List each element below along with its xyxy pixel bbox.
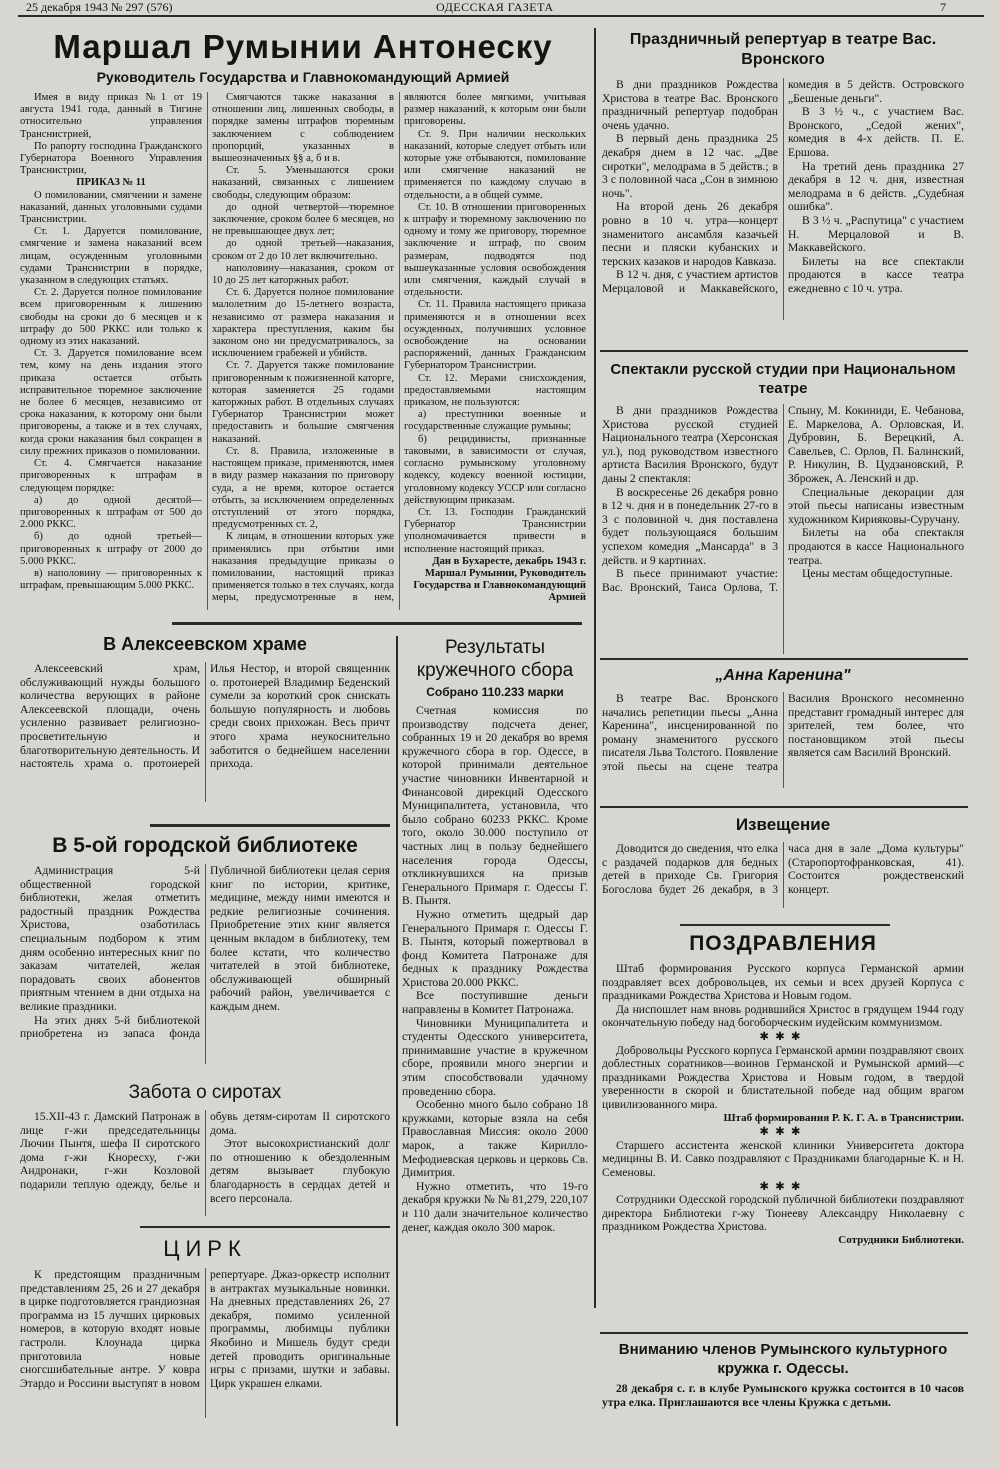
library-title: В 5-ой городской библиотеке bbox=[52, 834, 358, 857]
repertoire-paragraph: В 3 ½ ч. „Распутица" с участием Н. Мерцаловой и В. Маккавейского. bbox=[788, 213, 964, 255]
karenina-article bbox=[602, 666, 964, 798]
greeting-paragraph: Добровольцы Русского корпуса Германской армии поздравляют своих доблестных соратников—воинов Германской и Румынской армий—с праздниками Рождества Христова и Новым годом, в твердой уверенности в скорой и блистательной победе над общим врагом цивилизованного мира. bbox=[602, 1043, 964, 1111]
decree-paragraph: б) до одной третьей—приговоренных к штрафу от 2000 до 5.000 РККС. bbox=[20, 531, 202, 567]
repertoire-body bbox=[602, 78, 964, 320]
decree-paragraph: Ст. 5. Уменьшаются сроки наказаний, связанных с лишением свободы, следующим образом: bbox=[212, 165, 394, 201]
results-subtitle: Собрано 110.233 марки bbox=[426, 685, 564, 699]
ornament: ✱✱✱ bbox=[759, 1125, 807, 1139]
circus-body bbox=[20, 1268, 390, 1418]
decree-paragraph: до одной третьей—наказания, сроком от 2 до 10 лет включительно. bbox=[212, 238, 394, 262]
decree-paragraph: Ст. 7. Даруется также помилование приговоренным к пожизненной каторге, которая заменяется 25 годами каторжных работ. В отдельных случаях Губернатор Транснистрии может предоставить и большие смягчения наказаний. bbox=[212, 360, 394, 445]
alekseev-paragraph: Алексеевский храм, обслуживающий нужды большого количества верующих в районе Алексеевской площади, очень усиленно развивает религиозно-просветительную и благотворительную деятельность. И настоятель храма о. протоиерей Илья Нестор, и второй священник о. протоиерей Владимир Беденский сумели за короткий срок снискать большую популярность и любовь среди своих прихожан. Весь причт этого храма неукоснительно заботится о беднейшем населении прихода. bbox=[20, 662, 390, 771]
repertoire-paragraph: В дни праздников Рождества Христова в театре Вас. Вронского праздничный репертуар подобран очень удачно. bbox=[602, 78, 778, 132]
decree-paragraph: Имея в виду приказ №1 от 19 августа 1941 года, данный в Тигине относительно управления Транснистрией, bbox=[20, 92, 202, 140]
repertoire-paragraph: На второй день 26 декабря ровно в 10 ч. утра—концерт знаменитого ансамбля казачьей песни и пляски кубанских и терских казаков и народов Кавказа. bbox=[602, 200, 778, 268]
decree-paragraph: Ст. 13. Господин Гражданский Губернатор Транснистрии уполномачивается привести в исполнение настоящий приказ. bbox=[404, 506, 586, 555]
ornament: ✱✱✱ bbox=[759, 1179, 807, 1193]
circus-paragraph: К предстоящим праздничным представлениям 25, 26 и 27 декабря в цирке подготовляется грандиозная программа из 15 лучших цирковых номеров, в которую входят новые гастроли. Клоунада цирка приготовила новые сногсшибательные антре. У ковра Этардо и Россини выступят в новом репертуаре. Джаз-оркестр исполнит в антрактах музыкальные новинки. На дневных представлениях 26, 27 декабря, помимо усиленной программы, любимцы публики Якобино и Мишель будут среди детей проводить оригинальные игры с призами, шутки и забавы. Цирк украшен елками. bbox=[20, 1268, 390, 1390]
decree-subtitle: Руководитель Государства и Главнокомандующий Армией bbox=[96, 69, 510, 85]
alekseev-article bbox=[20, 632, 390, 818]
studio-paragraph: В воскресенье 26 декабря ровно в 12 ч. дня и в понедельник 27-го в 3 с половиной ч. дня поставлена будет пользующаяся большим успехом комедия „Мансарда" в 3 действ. и 9 картинах. bbox=[602, 485, 778, 567]
repertoire-paragraph: В 3 ½ ч., с участием Вас. Вронского, „Седой жених", комедия в 4-х действ. П. Е. Ершова. bbox=[788, 105, 964, 159]
ornament: ✱✱✱ bbox=[759, 1029, 807, 1043]
decree-paragraph: до одной четвертой—тюремное заключение, сроком более 6 месяцев, но не превышающее двух лет; bbox=[212, 201, 394, 238]
greeting-signature: Штаб формирования Р. К. Г. А. в Транснистрии. bbox=[723, 1111, 964, 1124]
section-rule bbox=[150, 824, 390, 827]
section-rule bbox=[140, 1226, 390, 1228]
repertoire-paragraph: На третий день праздника 27 декабря в 12 ч. дня, известная мелодрама в 6 действ. „Судебная ошибка". bbox=[788, 159, 964, 214]
results-paragraph: Чиновники Муниципалитета и студенты Одесского университета, принимавшие участие в кружечном сборе, проявили много энергии и этим способствовали удачному проведению сбора. bbox=[402, 1016, 588, 1098]
page-number: 7 bbox=[940, 0, 946, 14]
club-title: Вниманию членов Румынского культурного кружка г. Одессы. bbox=[618, 1341, 948, 1377]
orphans-paragraph: Этот высокохристианский долг по отношению к обездоленным детям вызывает глубокую благодарность в сердцах детей и всего персонала. bbox=[210, 1137, 390, 1205]
circus-article bbox=[20, 1234, 390, 1424]
results-article bbox=[402, 636, 588, 1426]
results-paragraph: Нужно отметить щедрый дар Генерального Примаря г. Одессы Г. В. Пынтя, который пожертвовал в фонд Комитета Патронаже для бедных к празднику Рождества Христова 20.000 РККС. bbox=[402, 907, 588, 989]
notice-paragraph: Доводится до сведения, что елка с раздачей подарков для бедных детей в приходе Св. Григория Богослова будет 26 декабря, в 3 часа дня в зале „Дома культуры" (Старопортофранковская, 41). Состоится рождественский концерт. bbox=[602, 842, 964, 896]
column-divider bbox=[396, 636, 398, 1426]
studio-body bbox=[602, 404, 964, 654]
decree-paragraph: Ст. 3. Даруется помилование всем тем, кому на день издания этого приказа остается отбыть исправительное тюремное заключение не более 6 месяцев, независимо от срока наказания, к которому они были приговорены, а также и в тех случаях, когда сроки наказания был сокращен в силу прежних приказов о помиловании. bbox=[20, 348, 202, 457]
decree-body bbox=[20, 92, 586, 610]
paper-name: ОДЕССКАЯ ГАЗЕТА bbox=[436, 0, 554, 14]
section-rule bbox=[172, 622, 582, 625]
studio-paragraph: Цены местам общедоступные. bbox=[802, 567, 953, 581]
decree-paragraph: Ст. 4. Смягчается наказание приговоренных к штрафам в следующем порядке: bbox=[20, 458, 202, 494]
decree-paragraph: Смягчаются также наказания в отношении лиц, лишенных свободы, в порядке замены штрафов тюремным заключением с соблюдением пропорций, указанных в вышеозначенных §§ а, б и в. bbox=[212, 92, 394, 165]
decree-paragraph: Ст. 12. Мерами снисхождения, предоставляемыми настоящим приказом, не пользуются: bbox=[404, 372, 586, 409]
decree-paragraph: К лицам, в отношении которых уже применялись при отбытии ими наказания предыдущие приказы о помиловании, настоящий приказ применяется только в тех случаях, когда меры, предусмотренные в нем, являются более мягкими, учитывая размер наказаний, к которым они были приговорены. bbox=[212, 92, 586, 604]
section-rule bbox=[600, 1332, 968, 1334]
decree-paragraph: О помиловании, смягчении и замене наказаний, данных уголовными судами Транснистрии. bbox=[20, 189, 202, 226]
library-body bbox=[20, 864, 390, 1064]
greeting-paragraph: Старшего ассистента женской клиники Университета доктора медицины В. И. Савко поздравляют с Праздниками благодарные К. и Н. Семеновы. bbox=[602, 1138, 964, 1179]
decree-paragraph: а) преступники военные и государственные служащие румыны; bbox=[404, 409, 586, 433]
greeting-paragraph: Штаб формирования Русского корпуса Германской армии поздравляет всех добровольцев, их семьи и всех друзей Корпуса с праздниками Рождества Христова и Новым годом. bbox=[602, 962, 964, 1003]
notice-title: Извещение bbox=[735, 815, 831, 834]
greetings-title: ПОЗДРАВЛЕНИЯ bbox=[689, 932, 877, 955]
results-body bbox=[402, 704, 588, 1234]
decree-paragraph: в) наполовину — приговоренных к штрафам, превышающим 5.000 РККС. bbox=[20, 567, 202, 592]
decree-paragraph: Ст. 10. В отношении приговоренных к штрафу и тюремному заключению по одному и тому же приговору, тюремное заключение и штраф, по своим размерам, подводятся под вышеуказанные условия освобождения или смягчения, каждый случай в отдельности. bbox=[404, 201, 586, 299]
karenina-body bbox=[602, 692, 964, 788]
decree-order-number: ПРИКАЗ № 11 bbox=[76, 177, 146, 189]
studio-article bbox=[602, 360, 964, 660]
results-title: Результаты кружечного сбора bbox=[416, 637, 574, 681]
greeting-paragraph: Да ниспошлет нам вновь родившийся Христос в грядущем 1944 году окончательную победу над богоборческим иудейским коммунизмом. bbox=[602, 1002, 964, 1030]
studio-paragraph: В пьесе принимают участие: Вас. Вронский, Таиса Орлова, Т. Спыну, М. Кокиниди, Е. Чебанова, Е. Маркелова, А. Орловская, И. Дубровин, Б. Верецкий, А. Савельев, С. Орлов, П. Балинский, Р. Никулин, В. Цудзановский, Р. Зброжек, А. Ленский и др. bbox=[602, 404, 964, 594]
studio-paragraph: Билеты на оба спектакля продаются в кассе Национального театра. bbox=[788, 526, 964, 567]
repertoire-title: Праздничный репертуар в театре Вас. Вронского bbox=[629, 31, 937, 68]
section-rule bbox=[600, 806, 968, 808]
decree-header bbox=[20, 28, 586, 90]
club-article bbox=[602, 1340, 964, 1430]
karenina-title: „Анна Каренина" bbox=[715, 667, 851, 684]
decree-paragraph: По рапорту господина Гражданского Губернатора Военного Управления Транснистрии, bbox=[20, 140, 202, 177]
circus-title: ЦИРК bbox=[163, 1236, 247, 1261]
repertoire-paragraph: В 12 ч. дня, с участием артистов Мерцаловой и Маккавейского, комедия в 5 действ. Островского „Бешеные деньги". bbox=[602, 78, 964, 295]
repertoire-article bbox=[602, 30, 964, 320]
greetings-body bbox=[602, 962, 964, 1247]
decree-paragraph: Ст. 6. Даруется полное помилование малолетним до 15-летнего возраста, независимо от размера наказания и характера преступления, каким бы законом оно ни предусматривалось, за исключением грабежей и убийств. bbox=[212, 287, 394, 360]
decree-paragraph: наполовину—наказания, сроком от 10 до 25 лет каторжных работ. bbox=[212, 262, 394, 287]
club-text: 28 декабря с. г. в клубе Румынского кружка состоится в 10 часов утра елка. Приглашаются все члены Кружка с детьми. bbox=[602, 1382, 964, 1409]
repertoire-paragraph: В первый день праздника 25 декабря днем в 12 час. „Две сиротки", мелодрама в 5 действ.; в 3 с половиной часа „Сон в зимнюю ночь". bbox=[602, 132, 778, 200]
masthead bbox=[0, 0, 1000, 16]
orphans-article bbox=[20, 1080, 390, 1220]
alekseev-title: В Алексеевском храме bbox=[103, 634, 307, 654]
decree-title: Маршал Румынии Антонеску bbox=[53, 28, 553, 65]
section-rule bbox=[680, 924, 890, 926]
decree-paragraph: б) рецидивисты, признанные таковыми, в зависимости от случая, согласно румынскому уголовному кодексу, кодексу военной юстиции, уголовному кодексу УССР или согласно действующим приказам. bbox=[404, 433, 586, 506]
orphans-paragraph: 15.XII-43 г. Дамский Патронаж в лице г-жи председательницы Лючии Пынтя, шефа II сиротского дома г-жи Кноресху, г-жи Андронаки, г-жи Козловой подарили теплую одежду, белье и обувь детям-сиротам II сиротского дома. bbox=[20, 1110, 390, 1191]
orphans-title: Забота о сиротах bbox=[128, 1082, 282, 1103]
karenina-paragraph: В театре Вас. Вронского начались репетиции пьесы „Анна Каренина", инсценированной по роману знаменитого русского писателя Льва Толстого. Появление этой пьесы на сцене театра Василия Вронского несомненно представит громадный интерес для зрителей, тем более, что постановщиком этой пьесы является сам Василий Вронский. bbox=[602, 692, 964, 773]
masthead-rule bbox=[18, 15, 984, 17]
issue-date: 25 декабря 1943 № 297 (576) bbox=[26, 0, 173, 14]
library-paragraph: Администрация 5-й общественной городской библиотеки, желая отметить радостный праздник Рождества Христова, озаботилась специальным подбором к этим дням особенно интересных книг по заказам читателей, желая порадовать своих абонентов приятным чтением в дни отдыха на великие праздники. bbox=[20, 864, 200, 1013]
greeting-paragraph: Сотрудники Одесской городской публичной библиотеки поздравляют директора Библиотеки г-жу Тюнееву Александру Николаевну с праздником Рождества Христова. bbox=[602, 1193, 964, 1234]
repertoire-paragraph: Билеты на все спектакли продаются в кассе театра ежедневно с 10 ч. утра. bbox=[788, 254, 964, 295]
decree-paragraph: Ст. 2. Даруется полное помилование всем приговоренным к лишению свободы на сроки до 6 месяцев и к штрафу до 500 РККС или только к одному из этих наказаний. bbox=[20, 287, 202, 348]
results-paragraph: Счетная комиссия по производству подсчета денег, собранных 19 и 20 декабря во время кружечного сбора в гор. Одессе, в которой принимали деятельное участие чиновники Инвентарной и Финансовой дирекций Одесского Муниципалитета, установила, что было собрано 60233 РККС. Кроме того, около 30.000 поступило от частных лиц в пользу беднейшего населения города Одессы, откликнувшихся на призыв Генерального Примаря г. Одессы Г. В. Пынтя. bbox=[402, 704, 588, 908]
greeting-signature: Сотрудники Библиотеки. bbox=[838, 1233, 964, 1246]
decree-paragraph: Ст. 11. Правила настоящего приказа применяются и в отношении всех осужденных, получивших условное освобождение на основании распоряжений, данных Гражданским Губернатором Транснистрии. bbox=[404, 299, 586, 372]
decree-paragraph: Ст. 9. При наличии нескольких наказаний, которые следует отбыть или которые уже отбываются, помилование или смягчение наказаний не применяется по каждому случаю в отдельности, а в общей сумме. bbox=[404, 128, 586, 201]
results-paragraph: Особенно много было собрано 18 кружками, которые взяла на себя Православная Миссия: около 2000 марок, а также Кирилло-Мефодиевская церковь и церковь Св. Димитрия. bbox=[402, 1098, 588, 1180]
column-divider bbox=[594, 28, 596, 1308]
greetings-article bbox=[602, 930, 964, 1330]
results-paragraph: Нужно отметить, что 19-го декабря кружки № № 81,279, 220,107 и 110 дали значительное количество денег, каждая около 300 марок. bbox=[402, 1179, 588, 1234]
results-paragraph: Все поступившие деньги направлены в Комитет Патронажа. bbox=[402, 989, 588, 1017]
notice-body bbox=[602, 842, 964, 908]
library-article bbox=[20, 832, 390, 1074]
decree-signature: Маршал Румынии, Руководитель Государства и Главнокомандующий Армией bbox=[413, 567, 586, 604]
decree-paragraph: Ст. 8. Правила, изложенные в настоящем приказе, применяются, имея в виду размер наказания по приговору суда, а не время, которое остается отбыть, за исключением определенных отступлений от этого порядка, предусмотренных ст. 2, bbox=[212, 445, 394, 531]
library-paragraph: На этих днях 5-й библиотекой приобретена из запаса фонда Публичной библиотеки целая серия книг по истории, критике, медицине, между ними имеются и редкие религиозные сочинения. Приобретение этих книг является ценным вкладом в библиотеку, тем более кстати, что количество читателей в этой библиотеке, обслуживающей обширный рабочий район, увеличивается с каждым днем. bbox=[20, 864, 390, 1041]
alekseev-body bbox=[20, 662, 390, 802]
section-rule bbox=[600, 658, 968, 660]
decree-paragraph: Ст. 1. Даруется помилование, смягчение и замена наказаний всем лицам, осужденным уголовными судами Транснистрии в порядке, указанном в следующих статьях. bbox=[20, 226, 202, 287]
studio-paragraph: Специальные декорации для этой пьесы написаны известным художником Кирияковы-Суручану. bbox=[788, 485, 964, 526]
orphans-body bbox=[20, 1110, 390, 1216]
decree-paragraph: а) до одной десятой—приговоренных к штрафам от 500 до 2.000 РККС. bbox=[20, 494, 202, 531]
notice-article bbox=[602, 814, 964, 916]
studio-paragraph: В дни праздников Рождества Христова русской студией Национального театра (Херсонская ул.), под руководством известного артиста Василия Вронского, будут даны 2 спектакля: bbox=[602, 404, 778, 485]
decree-date: Дан в Бухаресте, декабрь 1943 г. bbox=[432, 555, 586, 567]
studio-title: Спектакли русской студии при Национальном театре bbox=[610, 361, 956, 397]
section-rule bbox=[600, 350, 968, 352]
